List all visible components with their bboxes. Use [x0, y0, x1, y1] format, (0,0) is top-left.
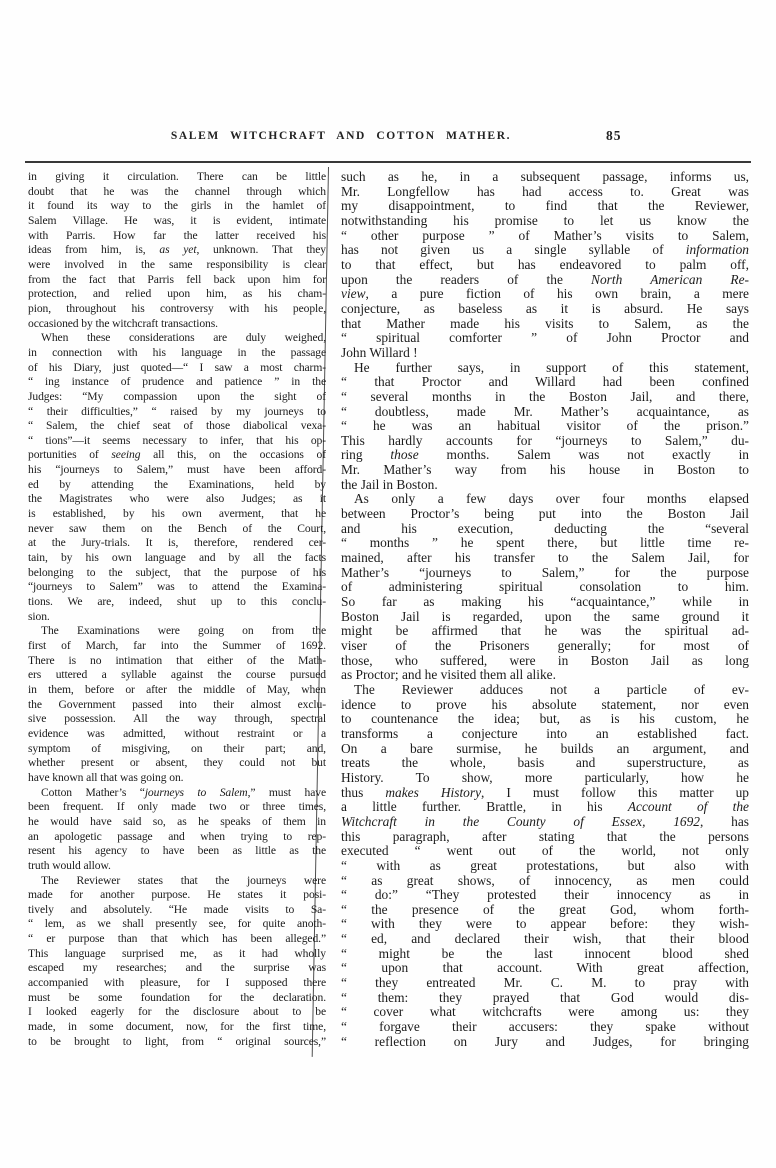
text-line: those, who suffered, were in Boston Jail as long: [341, 653, 749, 668]
text-line: resent his agency to have been as little as the: [28, 844, 326, 858]
text-line: “ reflection on Jury and Judges, for bringing: [341, 1034, 749, 1049]
text-line: “ doubtless, made Mr. Mather’s acquaintance, as: [341, 404, 749, 419]
text-line: symptom of misgiving, on their part; and,: [28, 741, 326, 755]
text-line: The Reviewer states that the journeys were: [41, 873, 326, 887]
text-line: escaped my researches; and the surprise was: [28, 961, 326, 975]
text-line: an apologetic passage and when trying to rep-: [28, 829, 326, 843]
text-line: my disappointment, to find that the Reviewer,: [341, 199, 749, 214]
text-line: tions. We are, indeed, shut up to this conclu-: [28, 595, 326, 609]
text-line: “ spiritual comforter ” of John Proctor and: [341, 331, 749, 346]
text-line: executed “ went out of the world, not only: [341, 844, 749, 859]
text-line: truth would allow.: [28, 858, 111, 872]
header-rule: [25, 161, 751, 163]
text-line: As only a few days over four months elapsed: [354, 492, 749, 507]
text-line: at the Jury-trials. It is, therefore, rendered cer-: [28, 536, 326, 550]
text-line: “ as great shows, of innocency, as men could: [341, 873, 749, 888]
text-line: “ the presence of the great God, whom forth-: [341, 902, 749, 917]
text-line: “ do:” “They protested their innocency as in: [341, 888, 749, 903]
text-line: and his execution, deducting the “several: [341, 521, 749, 536]
text-line: conjecture, as baseless as it is absurd. He says: [341, 301, 749, 316]
text-line: transforms a conjecture into an established fact.: [341, 726, 749, 741]
text-line: ideas from him, is, as yet, unknown. That they: [28, 243, 326, 257]
text-line: evidence was admitted, without restraint or a: [28, 726, 326, 740]
text-line: Judges: “My compassion upon the sight of: [28, 389, 326, 403]
text-line: were involved in the same responsibility is clear: [28, 257, 326, 271]
text-line: the Magistrates who were also Judges; as it: [28, 492, 326, 506]
text-line: “ lem, as we shall presently see, for quite anoth-: [28, 917, 326, 931]
text-line: “ tions”—it seems necessary to infer, that his op-: [28, 433, 326, 447]
text-line: of his Diary, just quoted—“ I saw a most charm-: [28, 360, 326, 374]
text-line: Witchcraft in the County of Essex, 1692, has: [341, 814, 749, 829]
text-line: “ upon that account. With great affection,: [341, 961, 749, 976]
text-line: made for another purpose. He states it posi-: [28, 888, 326, 902]
text-line: “ forgave their accusers: they spake without: [341, 1020, 749, 1035]
text-line: upon the readers of the North American Re-: [341, 272, 749, 287]
text-line: “ cover what witchcrafts were among us: they: [341, 1005, 749, 1020]
text-line: mained, after his transfer to the Salem Jail, for: [341, 551, 749, 566]
text-line: treats the whole, basis and superstructure, as: [341, 756, 749, 771]
text-line: ed by attending the Examinations, held by: [28, 477, 326, 491]
text-line: “ they entreated Mr. C. M. to pray with: [341, 976, 749, 991]
text-line: must be some foundation for the declaration.: [28, 990, 326, 1004]
text-line: belonging to the subject, that the purpose of his: [28, 565, 326, 579]
text-line: Boston Jail is regarded, upon the same ground it: [341, 609, 749, 624]
text-line: of administering spiritual consolation to him.: [341, 580, 749, 595]
text-line: ring those months. Salem was not exactly in: [341, 448, 749, 463]
text-line: When these considerations are duly weighed,: [41, 331, 326, 345]
text-line: portunities of seeing all this, on the occasions of: [28, 448, 326, 462]
text-line: to that effect, but has endeavored to palm off,: [341, 257, 749, 272]
text-line: a little further. Brattle, in his Account of the: [341, 800, 749, 815]
text-line: has not given us a single syllable of information: [341, 243, 749, 258]
text-line: it found its way to the girls in the hamlet of: [28, 199, 326, 213]
text-line: occasioned by the witchcraft transactions.: [28, 316, 218, 330]
text-line: Mr. Mather’s way from his house in Boston to: [341, 463, 749, 478]
text-line: idence to prove his absolute statement, nor even: [341, 697, 749, 712]
text-line: Salem Village. He was, it is evident, intimate: [28, 213, 326, 227]
text-line: On a bare surmise, he builds an argument, and: [341, 741, 749, 756]
text-line: between Proctor’s being put into the Boston Jail: [341, 507, 749, 522]
text-line: “ that Proctor and Willard had been confined: [341, 375, 749, 390]
text-line: the Government passed into their almost exclu-: [28, 697, 326, 711]
text-line: History. To show, more particularly, how he: [341, 770, 749, 785]
text-line: that Mather made his visits to Salem, as the: [341, 316, 749, 331]
text-line: “ might be the last innocent blood shed: [341, 946, 749, 961]
text-line: “ several months in the Boston Jail, and there,: [341, 389, 749, 404]
text-line: view, a pure fiction of his own brain, a mere: [341, 287, 749, 302]
text-line: pion, throughout his controversy with his people,: [28, 301, 326, 315]
text-line: have known all that was going on.: [28, 770, 184, 784]
text-line: Mather’s “journeys to Salem,” for the purpose: [341, 565, 749, 580]
text-line: This language surprised me, as it had wholly: [28, 946, 326, 960]
text-line: to countenance the idea; but, as is his custom, he: [341, 712, 749, 727]
text-line: “ months ” he spent there, but little time re-: [341, 536, 749, 551]
text-line: ers uttered a syllable against the course pursued: [28, 668, 326, 682]
text-line: I looked eagerly for the disclosure about to be: [28, 1005, 326, 1019]
text-line: The Reviewer adduces not a particle of ev-: [354, 682, 749, 697]
text-line: The Examinations were going on from the: [41, 624, 326, 638]
text-line: “ other purpose ” of Mather’s visits to Salem,: [341, 228, 749, 243]
text-line: doubt that he was the channel through which: [28, 184, 326, 198]
text-line: in them, before or after the middle of May, when: [28, 682, 326, 696]
text-line: in connection with his language in the passage: [28, 345, 326, 359]
text-line: this paragraph, after stating that the persons: [341, 829, 749, 844]
text-line: thus makes History, I must follow this matter up: [341, 785, 749, 800]
text-line: from the fact that Parris fell back upon him for: [28, 272, 326, 286]
text-line: protection, and relied upon him, as his cham-: [28, 287, 326, 301]
text-line: “ ed, and declared their wish, that their blood: [341, 932, 749, 947]
text-line: to be brought to light, from “ original sources,”: [28, 1034, 326, 1048]
text-line: He further says, in support of this statement,: [354, 360, 749, 375]
text-line: “ er purpose than that which has been alleged.”: [28, 932, 326, 946]
text-line: So far as making his “acquaintance,” while in: [341, 595, 749, 610]
text-line: never saw them on the Bench of the Court,: [28, 521, 326, 535]
text-line: his “journeys to Salem,” must have been afford-: [28, 463, 326, 477]
left-column: [28, 170, 326, 1049]
text-line: “ them: they prayed that God would dis-: [341, 990, 749, 1005]
text-line: There is no intimation that either of the Math-: [28, 653, 326, 667]
text-line: such as he, in a subsequent passage, informs us,: [341, 170, 749, 184]
text-line: accompanied with pleasure, for I supposed there: [28, 976, 326, 990]
text-line: might be affirmed that he was the spiritual ad-: [341, 624, 749, 639]
text-line: viser of the Prisoners generally; for most of: [341, 639, 749, 653]
page-number: 85: [606, 128, 622, 143]
right-column: [341, 170, 749, 1049]
text-line: tain, by his own language and by all the facts: [28, 551, 326, 565]
text-line: sion.: [28, 609, 50, 623]
text-line: “ their difficulties,” “ raised by my journeys to: [28, 404, 326, 418]
text-line: “ he was an habitual visitor of the prison.”: [341, 419, 749, 434]
text-line: “ Salem, the chief seat of those diabolical vexa-: [28, 419, 326, 433]
text-line: is established, by his own averment, that he: [28, 507, 326, 521]
text-line: whether present or absent, they could not but: [28, 756, 326, 770]
text-line: sive possession. All the way through, spectral: [28, 712, 326, 726]
text-line: “ with as great protestations, but also with: [341, 858, 749, 873]
text-line: “ with they were to appear before: they wish-: [341, 917, 749, 932]
text-line: “journeys to Salem” was to attend the Examina-: [28, 580, 326, 594]
text-line: This hardly accounts for “journeys to Salem,” du-: [341, 433, 749, 448]
text-line: with Parris. How far the latter received his: [28, 228, 326, 242]
text-line: “ ing instance of prudence and patience ” in the: [28, 375, 326, 389]
text-line: made, in some document, now, for the first time,: [28, 1020, 326, 1034]
text-line: as Proctor; and he visited them all alike.: [341, 668, 556, 683]
text-line: he would have said so, as he speaks of them in: [28, 814, 326, 828]
text-line: Cotton Mather’s “journeys to Salem,” must have: [41, 785, 326, 799]
text-line: John Willard !: [341, 345, 418, 360]
text-line: been frequent. If only made two or three times,: [28, 800, 326, 814]
text-line: first of March, far into the Summer of 1692.: [28, 639, 326, 652]
text-line: the Jail in Boston.: [341, 477, 438, 492]
running-head: SALEM WITCHCRAFT AND COTTON MATHER.: [170, 130, 512, 142]
text-line: Mr. Longfellow has had access to. Great was: [341, 184, 749, 199]
text-line: tively and absolutely. “He made visits to Sa-: [28, 902, 326, 916]
text-line: notwithstanding his promise to let us know the: [341, 213, 749, 228]
text-line: in giving it circulation. There can be little: [28, 170, 326, 183]
